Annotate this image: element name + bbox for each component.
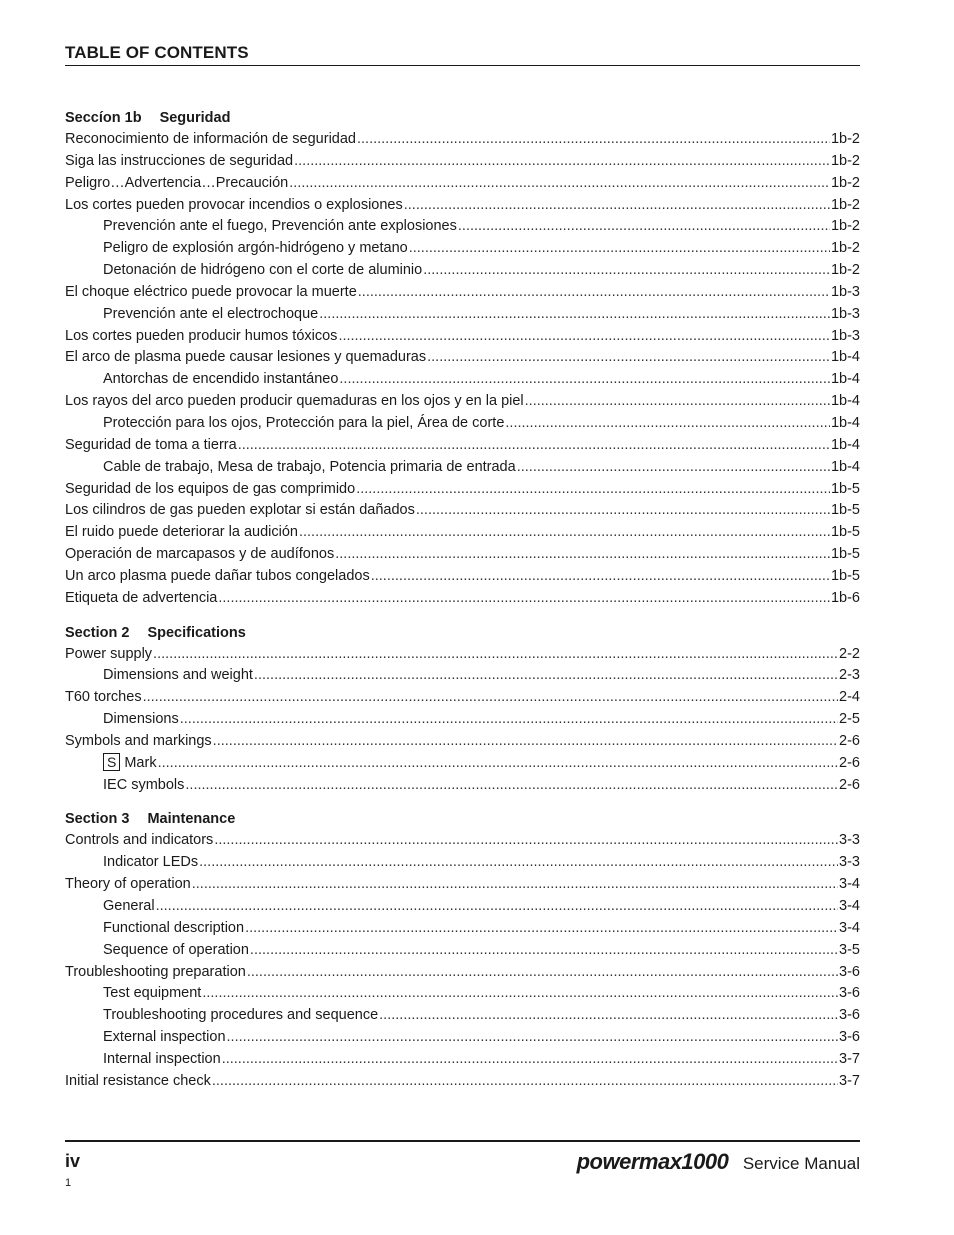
toc-entry-label (65, 195, 403, 217)
toc-entry-text: Reconocimiento de información de seguridad (65, 131, 356, 147)
toc-entry-page: 3-4 (839, 919, 860, 936)
toc-entry-text: Siga las instrucciones de seguridad (65, 152, 294, 169)
toc-entry-page: 1b-2 (830, 174, 860, 191)
dot-leader (299, 522, 830, 544)
toc-entry[interactable] (65, 1005, 860, 1027)
toc-entry[interactable] (65, 544, 860, 566)
toc-entry[interactable] (65, 216, 860, 238)
toc-entry-text: Los cortes pueden provocar incendios o explosiones (65, 196, 403, 213)
dot-leader (517, 457, 830, 479)
toc-entry-page: 3-6 (839, 963, 860, 980)
toc-section (65, 107, 860, 610)
dot-leader (153, 644, 838, 666)
toc-entry-page: 1b-4 (830, 393, 860, 410)
dot-leader (338, 326, 830, 348)
toc-entry[interactable] (65, 983, 860, 1005)
toc-entry-page: 3-7 (839, 1072, 860, 1089)
dot-leader (427, 347, 830, 369)
toc-entry-label (65, 391, 524, 413)
toc-entry[interactable] (65, 962, 860, 984)
dot-leader (143, 687, 838, 709)
toc-entry-label (103, 983, 201, 1005)
toc-entry-page: 1b-5 (830, 546, 860, 563)
toc-entry[interactable] (65, 644, 860, 666)
toc-entry-text: Test equipment (103, 985, 202, 1002)
toc-entry[interactable] (65, 347, 860, 369)
dot-leader (245, 918, 838, 940)
s-mark-icon: S (103, 753, 120, 771)
dot-leader (185, 775, 838, 797)
toc-entry[interactable] (65, 238, 860, 260)
toc-entry-label (65, 129, 356, 151)
toc-entry-page: 3-5 (839, 941, 860, 958)
toc-entry[interactable] (65, 195, 860, 217)
table-of-contents (65, 107, 860, 1105)
dot-leader (294, 151, 830, 173)
toc-entry-label (103, 457, 516, 479)
dot-leader (371, 566, 830, 588)
toc-entry[interactable] (65, 522, 860, 544)
toc-entry-page: 1b-5 (830, 524, 860, 541)
toc-entry-label (103, 709, 179, 731)
dot-leader (505, 413, 830, 435)
toc-entry-label (103, 753, 157, 775)
toc-entry-text: Seguridad de los equipos de gas comprimido (65, 480, 356, 497)
toc-entry-text: IEC symbols (103, 776, 185, 793)
toc-entry-label (103, 369, 338, 391)
toc-entry[interactable] (65, 1027, 860, 1049)
page-footer (65, 1140, 860, 1176)
toc-entry-page: 2-6 (839, 754, 860, 771)
toc-entry-text: Un arco plasma puede dañar tubos congelados (65, 567, 370, 584)
toc-entry-page: 1b-2 (830, 240, 860, 257)
toc-entry-text: Indicator LEDs (103, 854, 199, 871)
toc-entry-label (103, 1027, 226, 1049)
toc-entry-page: 1b-3 (830, 327, 860, 344)
toc-entry-page: 3-6 (839, 1007, 860, 1024)
toc-entry[interactable] (65, 918, 860, 940)
dot-leader (525, 391, 830, 413)
toc-entry[interactable] (65, 369, 860, 391)
toc-entry-text: Los rayos del arco pueden producir quemaduras en los ojos y en la piel (65, 393, 524, 410)
dot-leader (158, 753, 838, 775)
toc-entry[interactable] (65, 588, 860, 610)
toc-entry[interactable] (65, 500, 860, 522)
toc-entry-text: El choque eléctrico puede provocar la muerte (65, 283, 357, 300)
toc-entry[interactable] (65, 173, 860, 195)
toc-entry-label (103, 852, 198, 874)
brand-logo: powermax1000 (576, 1149, 729, 1174)
toc-entry-page: 1b-2 (830, 196, 860, 213)
toc-entry-page: 1b-5 (830, 567, 860, 584)
toc-entry-text: Prevención ante el fuego, Prevención ante explosiones (103, 218, 457, 235)
dot-leader (335, 544, 830, 566)
toc-entry-label (65, 566, 370, 588)
toc-entry-text: Peligro…Advertencia…Precaución (65, 174, 289, 191)
toc-entry-label (103, 413, 504, 435)
toc-entry-label (65, 644, 152, 666)
dot-leader (416, 500, 830, 522)
toc-entry-page: 1b-6 (830, 589, 860, 606)
dot-leader (319, 304, 830, 326)
toc-entry-page: 2-6 (839, 776, 860, 793)
toc-entry-text: Troubleshooting preparation (65, 963, 246, 980)
page-title: TABLE OF CONTENTS (65, 43, 249, 62)
toc-entry-page: 2-6 (839, 732, 860, 749)
toc-entry-text: El arco de plasma puede causar lesiones y quemaduras (65, 349, 427, 366)
toc-entry-text: T60 torches (65, 689, 142, 706)
toc-entry-label (103, 304, 318, 326)
toc-entry[interactable] (65, 1049, 860, 1071)
toc-entry-text: Seguridad de toma a tierra (65, 436, 237, 453)
dot-leader (358, 282, 830, 304)
toc-entry-label (65, 962, 246, 984)
toc-entry-label (65, 500, 415, 522)
section-heading (65, 808, 860, 830)
toc-entry-text: El ruido puede deteriorar la audición (65, 524, 298, 541)
toc-entry-text: Dimensions (103, 711, 179, 728)
toc-entry-text: Etiqueta de advertencia (65, 589, 218, 606)
toc-entry[interactable] (65, 1071, 860, 1093)
footnote: 1 (65, 1177, 72, 1189)
toc-entry[interactable] (65, 282, 860, 304)
toc-entry-label (65, 731, 212, 753)
toc-entry-label (65, 435, 237, 457)
toc-entry-page: 1b-2 (830, 152, 860, 169)
toc-entry-page: 1b-2 (830, 262, 860, 279)
toc-entry-label (65, 151, 293, 173)
toc-entry-page: 2-4 (839, 689, 860, 706)
toc-entry-page: 3-4 (839, 898, 860, 914)
toc-entry-text: Internal inspection (103, 1050, 221, 1067)
dot-leader (222, 1049, 838, 1071)
toc-entry-text: Dimensions and weight (103, 667, 253, 684)
toc-entry[interactable] (65, 709, 860, 731)
toc-entry-text: Sequence of operation (103, 941, 249, 958)
toc-entry-page: 3-3 (839, 854, 860, 871)
toc-entry[interactable] (65, 457, 860, 479)
toc-entry-text: Detonación de hidrógeno con el corte de aluminio (103, 262, 423, 279)
dot-leader (339, 369, 830, 391)
toc-entry-page: 1b-3 (830, 305, 860, 322)
toc-entry-label (103, 260, 422, 282)
toc-entry-label (65, 1071, 211, 1093)
toc-entry-page: 3-3 (839, 832, 860, 849)
dot-leader (379, 1005, 838, 1027)
toc-entry[interactable] (65, 129, 860, 151)
toc-entry[interactable] (65, 260, 860, 282)
toc-entry-page: 2-3 (839, 667, 860, 684)
dot-leader (218, 588, 830, 610)
toc-entry-label (103, 665, 253, 687)
toc-entry[interactable] (65, 852, 860, 874)
toc-entry-text: Symbols and markings (65, 732, 212, 749)
section-number: Section 2 (65, 624, 130, 641)
toc-entry-page: 3-4 (839, 876, 860, 893)
dot-leader (247, 962, 838, 984)
toc-entry[interactable] (65, 775, 860, 797)
toc-entry-label (65, 588, 217, 610)
toc-entry-page: 1b-4 (830, 371, 860, 388)
toc-entry[interactable] (65, 731, 860, 753)
page-number: iv (65, 1151, 81, 1171)
toc-entry[interactable] (65, 304, 860, 326)
toc-entry-label (103, 940, 249, 962)
toc-entry-label (103, 1049, 221, 1071)
toc-entry-text: Controls and indicators (65, 832, 214, 849)
toc-entry-page: 3-7 (839, 1050, 860, 1067)
dot-leader (156, 896, 838, 918)
toc-entry[interactable] (65, 687, 860, 709)
toc-entry[interactable] (65, 151, 860, 173)
toc-entry[interactable] (65, 830, 860, 852)
toc-entry-label (65, 326, 337, 348)
dot-leader (357, 129, 830, 151)
toc-entry-page: 1b-5 (830, 502, 860, 519)
dot-leader (254, 665, 838, 687)
toc-entry-label (65, 544, 334, 566)
toc-entry-text: Power supply (65, 645, 153, 662)
toc-entry-label (103, 896, 155, 918)
toc-entry-page: 3-6 (839, 1029, 860, 1046)
toc-entry[interactable] (65, 391, 860, 413)
toc-section (65, 808, 860, 1092)
toc-entry-text: Peligro de explosión argón-hidrógeno y metano (103, 240, 408, 257)
page-header (65, 43, 860, 66)
toc-entry-label (65, 522, 298, 544)
toc-entry[interactable] (65, 896, 860, 918)
section-title: Specifications (147, 624, 246, 641)
toc-entry-page: 3-6 (839, 985, 860, 1002)
toc-entry[interactable] (65, 413, 860, 435)
brand-block (577, 1149, 860, 1175)
dot-leader (212, 1071, 838, 1093)
section-number: Seccíon 1b (65, 110, 142, 126)
toc-entry-label (103, 918, 244, 940)
toc-entry[interactable] (65, 479, 860, 501)
toc-entry-text: Initial resistance check (65, 1072, 211, 1089)
toc-entry[interactable] (65, 753, 860, 775)
toc-entry-label (65, 687, 142, 709)
toc-entry-label (103, 238, 408, 260)
toc-entry-label (103, 216, 457, 238)
toc-entry[interactable] (65, 435, 860, 457)
dot-leader (180, 709, 838, 731)
toc-entry-page: 1b-5 (830, 480, 860, 497)
toc-entry-page: 2-2 (839, 645, 860, 662)
toc-entry[interactable] (65, 326, 860, 348)
dot-leader (458, 216, 830, 238)
toc-entry-page: 1b-2 (830, 218, 860, 235)
toc-entry-page: 1b-4 (830, 349, 860, 366)
dot-leader (199, 852, 838, 874)
dot-leader (356, 479, 830, 501)
dot-leader (227, 1027, 839, 1049)
toc-entry-text: Troubleshooting procedures and sequence (103, 1007, 379, 1024)
toc-entry-page: 1b-4 (830, 414, 860, 431)
toc-entry[interactable] (65, 566, 860, 588)
toc-entry-text: Prevención ante el electrochoque (103, 305, 319, 322)
toc-entry-label (65, 282, 357, 304)
dot-leader (192, 874, 838, 896)
manual-title: Service Manual (742, 1154, 860, 1173)
section-title: Maintenance (147, 811, 236, 828)
dot-leader (409, 238, 830, 260)
dot-leader (214, 830, 838, 852)
toc-entry-page: 1b-4 (830, 458, 860, 475)
toc-entry-text: Los cortes pueden producir humos tóxicos (65, 327, 338, 344)
toc-entry-label (65, 479, 355, 501)
section-title: Seguridad (159, 110, 231, 126)
toc-entry-label (65, 874, 191, 896)
toc-entry-text: General (103, 898, 155, 914)
toc-entry-text: Theory of operation (65, 876, 191, 893)
toc-entry-page: 1b-3 (830, 283, 860, 300)
toc-section (65, 622, 860, 797)
toc-entry-page: 1b-4 (830, 436, 860, 453)
toc-entry-page: 2-5 (839, 711, 860, 728)
section-heading (65, 622, 860, 644)
section-number: Section 3 (65, 811, 130, 828)
dot-leader (238, 435, 830, 457)
toc-entry-page: 1b-2 (830, 131, 860, 147)
dot-leader (423, 260, 830, 282)
dot-leader (404, 195, 830, 217)
toc-entry-text: Operación de marcapasos y de audífonos (65, 546, 335, 563)
toc-entry-label (103, 1005, 378, 1027)
toc-entry-label (65, 830, 213, 852)
section-heading (65, 107, 860, 129)
dot-leader (213, 731, 838, 753)
dot-leader (250, 940, 838, 962)
toc-entry-text: Mark (124, 754, 157, 771)
dot-leader (289, 173, 830, 195)
dot-leader (202, 983, 838, 1005)
toc-entry-text: Protección para los ojos, Protección para la piel, Área de corte (103, 414, 505, 431)
toc-entry[interactable] (65, 940, 860, 962)
toc-entry-label (65, 173, 288, 195)
toc-entry[interactable] (65, 874, 860, 896)
toc-entry-label (103, 775, 184, 797)
toc-entry-text: Los cilindros de gas pueden explotar si están dañados (65, 502, 415, 519)
toc-entry-text: External inspection (103, 1029, 226, 1046)
toc-entry[interactable] (65, 665, 860, 687)
toc-entry-text: Antorchas de encendido instantáneo (103, 371, 339, 388)
toc-entry-label (65, 347, 426, 369)
toc-entry-text: Cable de trabajo, Mesa de trabajo, Potencia primaria de entrada (103, 458, 516, 475)
toc-entry-text: Functional description (103, 919, 245, 936)
